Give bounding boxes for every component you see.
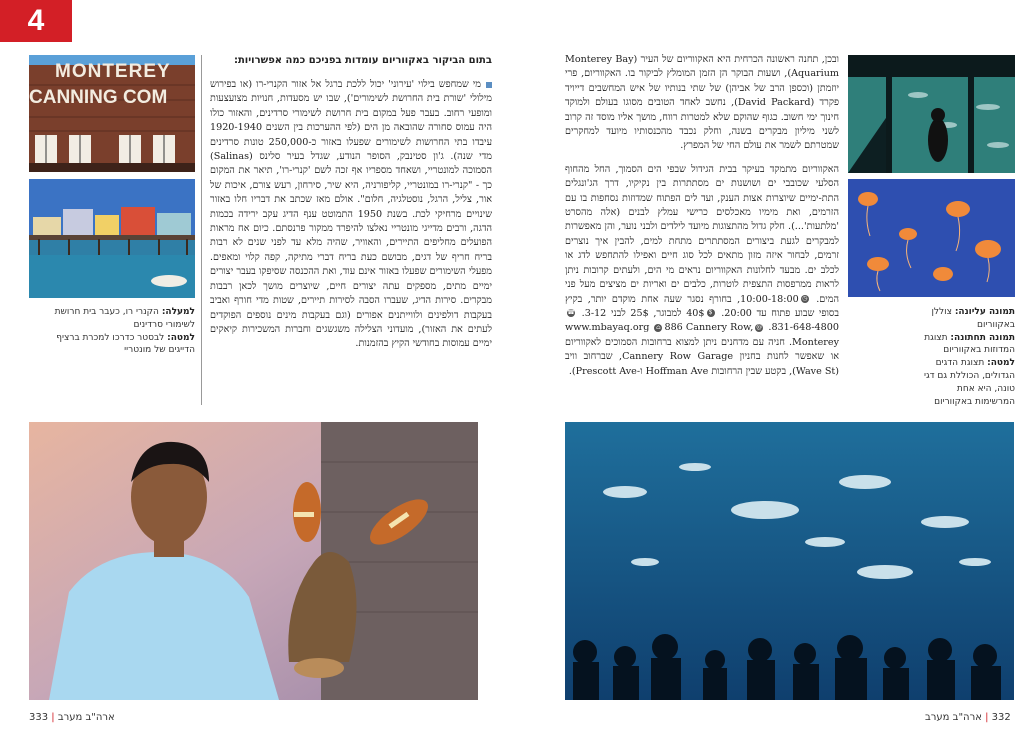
caption-item	[29, 332, 195, 358]
caption-label: תמונה עליונה:	[954, 307, 1015, 317]
caption-label: תמונה תחתונה:	[950, 332, 1015, 343]
address-text: 886 Cannery Row, Monterey. חניה עם מדחנים ניתן למצוא ברחובות הסמוכים לאקווריום או שאפשר לחנות בחניון Cannery Row Garage, שברחוב וויב (Wave St), בקטע שבין הרחובות Hoffman Ave ו-Prescott Ave).	[565, 322, 839, 377]
right-body-text	[565, 53, 839, 388]
folio-page-number: 332	[991, 712, 1011, 723]
right-page-caption	[920, 306, 1015, 408]
left-page-folio	[29, 712, 115, 723]
caption-label: למטה:	[167, 332, 195, 343]
phone-icon: ☎	[567, 309, 575, 317]
caption-item	[920, 357, 1015, 408]
photo-diver-in-aquarium	[848, 55, 1015, 173]
sign-text-monterey: MONTEREY	[55, 61, 171, 82]
body-paragraph: מי שמחפש בילוי 'עירוני' יכול ללכת ברגל אל אזור הקנרי-רו (או בפירוש מילולי 'שורת בית החרושת לשימורים'), שבו יש מסעדות, חנויות מצועצעות ומופעי רחוב. בעבר פעל במקום בית חרושת לשימורי סרדינים, והאזור כולו היה עמוס סחורה שהובאה מן הים (לפי ההערכות בין השנים 1920-1940 עיבדו בתי החרושות לשימורים שפעלו באזור כ-250,000 טונות סרדינים מדי שנה). ג'ון סטינבק, הסופר הנודע, שגדל בעיר סלינס (Salinas) הסמוכה למונטריי, ושאחד מספריו אף זכה לשם 'קנרי-רו', תיאר את המקום כך - "קנרי-רו במונטריי, קליפורניה, היא שיר, סירחון, רעש צורם, איכות של אור, צליל, הרגל, נוסטלגיה, חלום". אולם מאז שכתב את דבריו חלו באזור שינויים מרחיקי לכת. בשנת 1950 התמוטט ענף הדיג עקב ירידה בכמות הדגה, ורבים מדייגי מונטריי נאלצו להיפרד ממקור פרנסתם. כיום אח מראות הפועלים מחליפים התיירים, והאוויר, שהיה מלא עד לפני שנים לא רבות בריח חריף של דגים, מבושם כעת בריח דברי מתיקה, קפה קלוי ומאפים. מפעלי השימורים שפעלו באזור אינם עוד, ואת ההכנסה שסיפקו בעבר יצורים ימיים מתים, מספקים עתה יצורים חיים, שיוצרים מושך לכאן רבבות מבקרים. סירות הדיג, שעברו הסבה לסירות תיירים, שטות מדי חורף ואביב בעקבות דולפינים ולווייתנים אפורים (וגם בעקבות מינים נוספים הפוקדים לעתים את האזור), מועדוני הצלילה משגשגים וחברות המשכירות קיאקים ימיים עמוסות בחודשי הקיץ בהזמנות.	[210, 79, 492, 350]
caption-label: למעלה:	[161, 307, 195, 317]
column-divider	[201, 55, 202, 405]
web-icon: @	[756, 323, 763, 331]
caption-item	[920, 332, 1015, 358]
section-heading: בתום הביקור באקווריום עומדות בפניכם כמה אפשרויות:	[233, 55, 492, 66]
caption-text: הקנרי רו, כעבר בית חרושת לשימורי סרדינים	[54, 307, 195, 330]
price-icon: $	[707, 309, 715, 317]
right-page-folio	[925, 712, 1011, 723]
hours-text: 10:00-18:00, בחורף נסגר שעה אחת מוקדם יותר, בקיץ בסופי שבוע פתוח עד 20:00.	[565, 293, 839, 319]
left-body-text	[210, 78, 492, 361]
caption-text: תצוגת הדגים הגדולים, הכוללת גם דגי טונה, היא אחת המרשימות באקווריום	[923, 358, 1015, 407]
chapter-number-tab: 4	[0, 0, 72, 42]
left-page-caption	[29, 306, 195, 357]
photo-cannery-row-wharf	[29, 179, 195, 298]
sign-text-canning: CANNING COM	[29, 87, 168, 108]
folio-title: ארה"ב מערב	[925, 712, 982, 723]
body-paragraph-practical	[565, 163, 839, 379]
folio-separator: |	[985, 712, 989, 723]
folio-separator: |	[51, 712, 55, 723]
photo-man-holding-lobster	[29, 422, 478, 700]
folio-page-number: 333	[29, 712, 49, 723]
photo-jellyfish-display	[848, 179, 1015, 297]
caption-text: תצוגת המדוזות באקווריום	[924, 332, 1015, 356]
caption-text: לבסטר כדרכו למכרת ברציף הדייגים של מונטריי	[56, 332, 195, 356]
phone-text: 831-648-4800.	[768, 322, 839, 334]
website-link[interactable]: www.mbayaq.org	[565, 322, 650, 334]
bullet-icon	[486, 82, 492, 88]
caption-item	[920, 306, 1015, 332]
price-text: 40$ למבוגר, 25$ לבני 3-12.	[581, 307, 705, 319]
caption-text: צוללן באקווריום	[931, 307, 1015, 330]
caption-label: למטה:	[987, 358, 1015, 369]
photo-canning-company-sign	[29, 55, 195, 172]
caption-item	[29, 306, 195, 332]
address-icon: ⌂	[656, 323, 661, 331]
folio-title: ארה"ב מערב	[57, 712, 115, 723]
body-paragraph: ובכן, תחנה ראשונה הכרחית היא האקווריום של העיר (Monterey Bay Aquarium), ושעות הבוקר הן הזמן המומלץ לביקור בו. האקווריום, פרי יוזמתן (וכספן הרב של אביהן) של שתי בנותיו של איש המחשבים דייויד פקרד (David Packard), נחשב לאחד הטובים מסוגו בעולם ולמוקד חינוך ימי חשוב. כגוף שהוקם שלא למטרות רווח, מושך אליו מוסד זה קרוב לשני מיליון מבקרים בשנה, וחלק נכבד מהכנסותיו מיועד למחקרים שמטרתם לשמר את עולם החי של המפרץ.	[565, 54, 840, 152]
photo-tuna-tank	[565, 422, 1014, 700]
body-paragraph: האקווריום מתמקד בעיקר בבית הגידול שבפי הים הסמוך, החל מהחוף הסלעי שכובבי ים ושושנות ים מסתתרות בין נקיקיו, דרך הג'ונגלים התת-ימיים שיוצרות אצות הענק, ועד לים הפתוח שמדוזות נסחפות בו עם הזרמים, ואת מימיו מאכלסים כרישי עמלץ לבנים (אלה מהסרט 'מלתעות'...). חלק גדול מהתצוגות מיועד לילדים ולבני נוער, והן מאפשרות למבקרים לגעת ביצורים המסתתרים מתחת למים, להבין איך נוצרים זרמים, לבחור איזה מזון מתאים לכל סוג חיים ואפילו להתחפש לדג או לכלב ים. מבעד לחלונות האקווריום נראים מי הים, ולעתים קרובות ניתן לראות ממרפסות התצפית לוטרות, כלבים ים ואריות ים מציצים מעל פני המים.	[565, 163, 839, 305]
clock-icon: ◷	[802, 295, 808, 302]
